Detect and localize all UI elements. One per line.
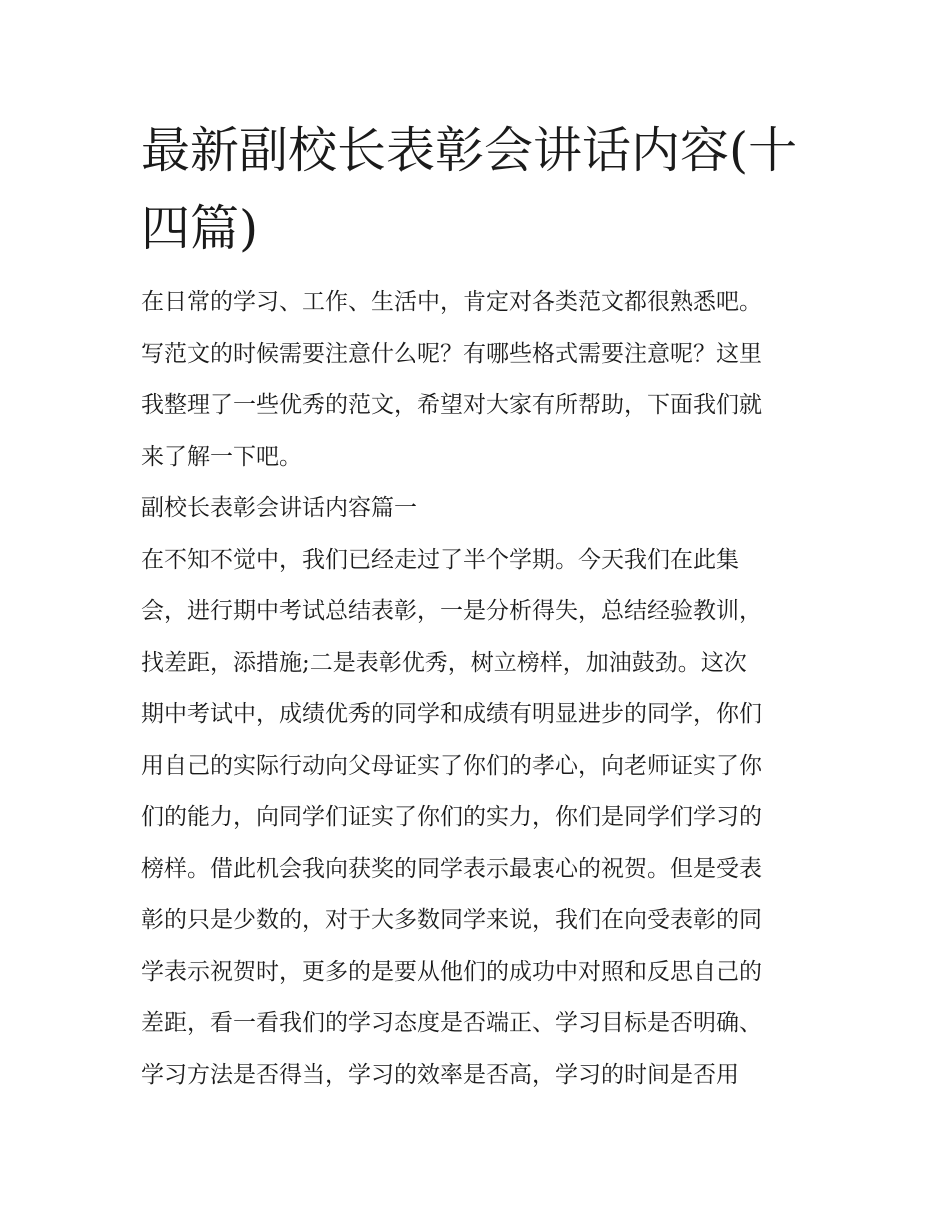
- section-line: 们的能力，向同学们证实了你们的实力，你们是同学们学习的: [141, 804, 762, 830]
- section-line: 用自己的实际行动向父母证实了你们的孝心，向老师证实了你: [141, 752, 762, 779]
- section-line: 彰的只是少数的，对于大多数同学来说，我们在向受表彰的同: [141, 907, 762, 933]
- intro-line: 来了解一下吧。: [141, 443, 302, 470]
- intro-line: 写范文的时候需要注意什么呢？有哪些格式需要注意呢？这里: [141, 340, 762, 367]
- section-line: 会，进行期中考试总结表彰，一是分析得失，总结经验教训，: [141, 598, 762, 624]
- section-line: 期中考试中，成绩优秀的同学和成绩有明显进步的同学，你们: [141, 701, 762, 727]
- title-line: 四篇): [141, 200, 259, 257]
- section-line: 在不知不觉中，我们已经走过了半个学期。今天我们在此集: [141, 546, 739, 573]
- title-line: 最新副校长表彰会讲话内容(十: [141, 122, 798, 179]
- document-title: [141, 112, 821, 268]
- section-line: 学习方法是否得当，学习的效率是否高，学习的时间是否用: [141, 1061, 739, 1088]
- intro-line: 在日常的学习、工作、生活中，肯定对各类范文都很熟悉吧。: [141, 289, 762, 315]
- section-line: 差距，看一看我们的学习态度是否端正、学习目标是否明确、: [141, 1010, 762, 1036]
- section-line: 找差距，添措施;二是表彰优秀，树立榜样，加油鼓劲。这次: [141, 649, 747, 676]
- section-line: 学表示祝贺时，更多的是要从他们的成功中对照和反思自己的: [141, 958, 762, 985]
- document-body: [141, 277, 821, 1101]
- intro-line: 我整理了一些优秀的范文，希望对大家有所帮助，下面我们就: [141, 392, 762, 418]
- section-line: 榜样。借此机会我向获奖的同学表示最衷心的祝贺。但是受表: [141, 855, 762, 882]
- section-heading: 副校长表彰会讲话内容篇一: [141, 495, 417, 521]
